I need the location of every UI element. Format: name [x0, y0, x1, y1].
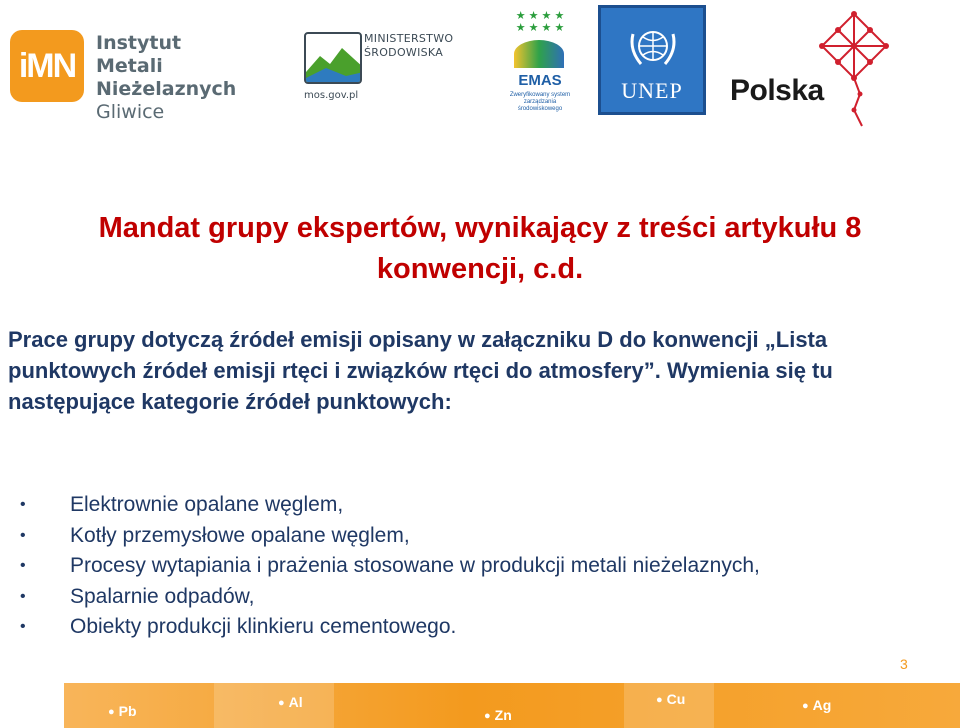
emas-logo: [500, 10, 580, 120]
list-item-text: Procesy wytapiania i prażenia stosowane w produkcji metali nieżelaznych,: [70, 554, 760, 577]
list-item-text: Spalarnie odpadów,: [70, 584, 255, 608]
polska-kite-icon: [814, 10, 898, 130]
unep-logo: [598, 5, 706, 115]
element-tag-al: ● Al: [278, 694, 303, 710]
title-line-2: konwencji, c.d.: [376, 253, 584, 285]
list-item: [20, 582, 940, 613]
element-tag-cu: ● Cu: [656, 691, 686, 707]
polska-word: Polska: [730, 74, 824, 107]
imn-name: [96, 32, 285, 124]
unep-word: UNEP: [621, 78, 683, 103]
list-item: [20, 612, 940, 643]
ministry-logo: [300, 2, 475, 110]
bullet-icon: •: [20, 557, 26, 574]
list-item: [20, 521, 940, 552]
imn-logo: [10, 28, 285, 123]
element-symbol: Pb: [118, 703, 137, 719]
leaf-icon: [514, 40, 564, 68]
list-item: [20, 551, 940, 582]
element-symbol: Al: [288, 694, 303, 710]
imn-line-1: Instytut: [96, 32, 182, 54]
footer-band: [64, 683, 960, 728]
band-highlight: [214, 683, 334, 728]
ministry-line-2: ŚRODOWISKA: [364, 46, 444, 59]
intro-paragraph: Prace grupy dotyczą źródeł emisji opisany w załączniku D do konwencji „Lista punktowych źródeł emisji rtęci i związków rtęci do atmosfery”. Wymienia się tu następujące kategorie źródeł punktowych:: [8, 327, 833, 414]
list-item-text: Obiekty produkcji klinkieru cementowego.: [70, 615, 457, 638]
ministry-name: [364, 32, 453, 60]
emas-word: EMAS: [518, 72, 562, 89]
element-tag-pb: ● Pb: [108, 703, 137, 719]
landscape-icon: [304, 32, 362, 84]
ministry-line-1: MINISTERSTWO: [364, 32, 454, 45]
polska-logo: [728, 10, 918, 130]
slide-title: [30, 208, 930, 290]
title-line-1: Mandat grupy ekspertów, wynikający z treści artykułu 8: [98, 212, 862, 244]
imn-line-2: Metali Nieżelaznych: [96, 55, 237, 100]
globe-wreath-icon: [625, 22, 681, 74]
list-item-text: Kotły przemysłowe opalane węglem,: [70, 523, 410, 547]
element-symbol: Zn: [494, 707, 512, 723]
bullet-icon: •: [20, 496, 26, 513]
logo-bar: [0, 0, 960, 130]
element-tag-ag: ● Ag: [802, 697, 832, 713]
page-number: 3: [900, 656, 908, 672]
bullet-icon: •: [20, 526, 26, 544]
stars-icon: ★ ★ ★ ★ ★ ★ ★ ★: [515, 10, 565, 34]
ministry-url: mos.gov.pl: [304, 90, 359, 101]
source-category-list: [20, 490, 940, 643]
element-symbol: Cu: [666, 691, 686, 707]
list-item-text: Elektrownie opalane węglem,: [70, 493, 344, 516]
bullet-icon: •: [20, 587, 26, 605]
list-item: [20, 490, 940, 521]
element-tag-zn: ● Zn: [484, 707, 512, 723]
imn-badge: iMN: [10, 30, 84, 102]
element-symbol: Ag: [812, 697, 832, 713]
imn-line-3: Gliwice: [96, 101, 165, 123]
bullet-icon: •: [20, 618, 26, 635]
emas-subtitle: Zweryfikowany system zarządzania środowiskowego: [509, 92, 571, 112]
